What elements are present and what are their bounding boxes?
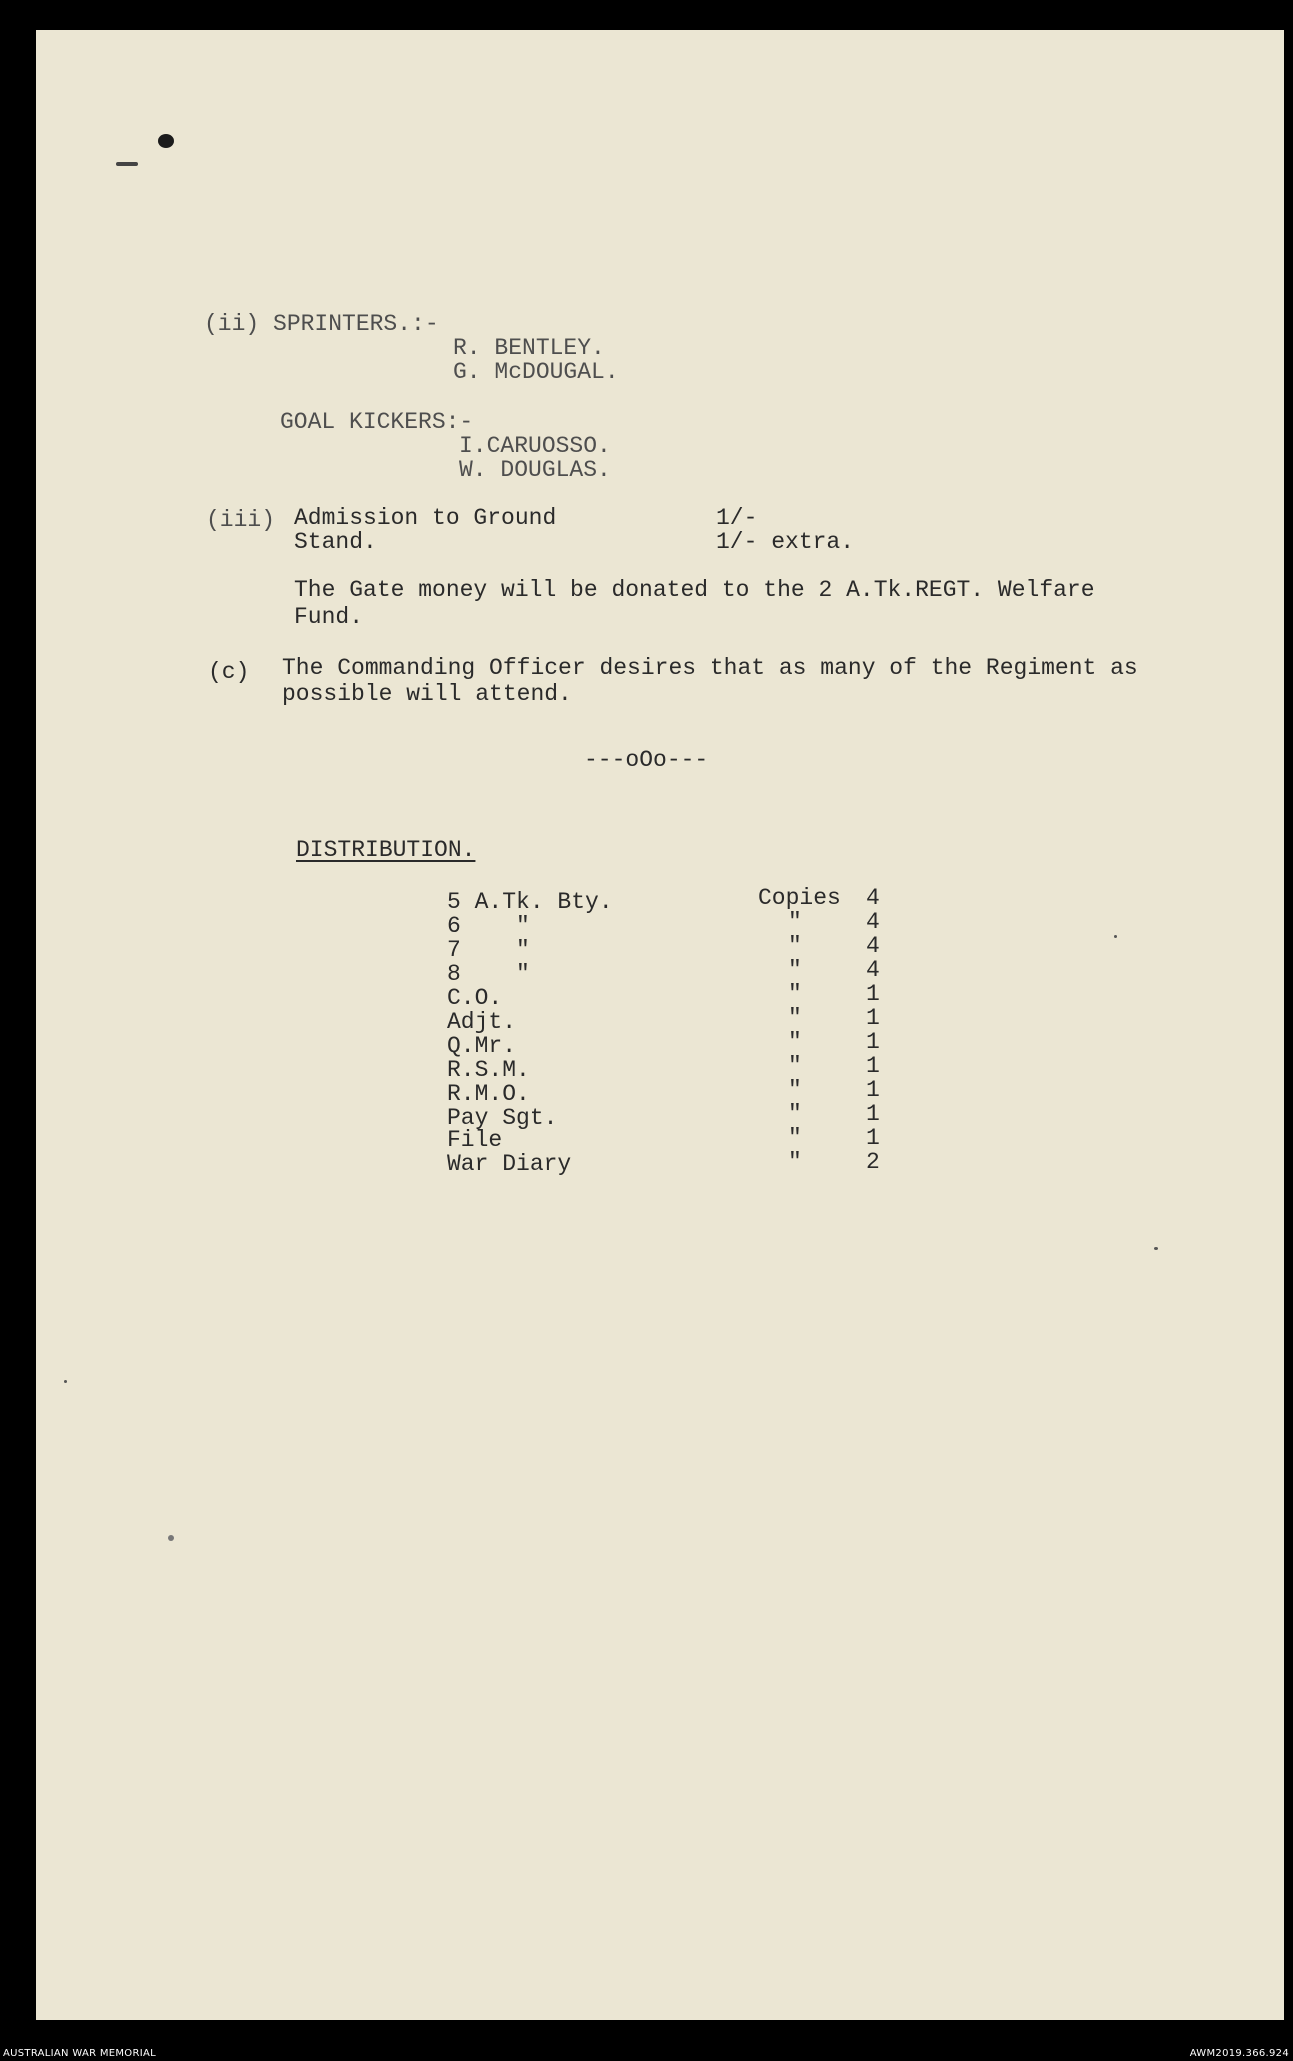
separator: ---oOo---: [584, 747, 709, 773]
distribution-copies: 1: [866, 1077, 880, 1103]
distribution-copies: 4: [866, 933, 880, 959]
admission-price: 1/-: [716, 505, 758, 531]
distribution-marker: ": [788, 957, 802, 983]
distribution-copies: 2: [866, 1149, 880, 1175]
distribution-copies: 1: [866, 1005, 880, 1031]
distribution-copies: 4: [866, 885, 880, 911]
admission-label: Admission to Ground: [294, 505, 557, 531]
distribution-copies: 4: [866, 909, 880, 935]
distribution-marker: ": [788, 933, 802, 959]
distribution-recipient: War Diary: [447, 1151, 572, 1177]
distribution-copies: 1: [866, 1101, 880, 1127]
distribution-recipient: 8 ": [447, 961, 530, 987]
ink-blot: [158, 134, 174, 148]
distribution-recipient: C.O.: [447, 985, 503, 1011]
distribution-heading: DISTRIBUTION.: [296, 837, 476, 863]
admission-price: 1/- extra.: [716, 529, 855, 555]
admission-label: Stand.: [294, 529, 377, 555]
distribution-copies: 1: [866, 1053, 880, 1079]
section-c-text: possible will attend.: [282, 681, 572, 707]
gate-money-note: Fund.: [294, 604, 364, 630]
distribution-copies: 1: [866, 1029, 880, 1055]
distribution-copies: 4: [866, 957, 880, 983]
paper-speck: [64, 1380, 67, 1383]
distribution-copies: 1: [866, 981, 880, 1007]
archive-accession-number: AWM2019.366.924: [1189, 2048, 1289, 2059]
distribution-recipient: Adjt.: [447, 1009, 517, 1035]
distribution-recipient: Pay Sgt.: [447, 1105, 558, 1131]
distribution-recipient: 6 ": [447, 913, 530, 939]
goal-kickers-label: GOAL KICKERS:-: [280, 409, 474, 435]
sprinters-label: (ii) SPRINTERS.:-: [204, 311, 439, 337]
distribution-marker: ": [788, 981, 802, 1007]
admission-marker: (iii): [206, 507, 276, 533]
document-page: [36, 30, 1284, 2020]
distribution-marker: ": [788, 1125, 802, 1151]
paper-speck: [1154, 1247, 1158, 1250]
gate-money-note: The Gate money will be donated to the 2 A.Tk.REGT. Welfare: [294, 577, 1095, 603]
section-c-marker: (c): [208, 659, 250, 685]
paper-speck: [168, 1535, 174, 1541]
distribution-recipient: 7 ": [447, 937, 530, 963]
distribution-recipient: R.S.M.: [447, 1057, 530, 1083]
distribution-marker: ": [788, 1053, 802, 1079]
distribution-copies: 1: [866, 1125, 880, 1151]
goal-kicker-name: I.CARUOSSO.: [459, 433, 611, 459]
distribution-marker: ": [788, 1029, 802, 1055]
sprinter-name: G. McDOUGAL.: [453, 359, 619, 385]
distribution-marker: ": [788, 1005, 802, 1031]
distribution-recipient: R.M.O.: [447, 1081, 530, 1107]
paper-speck: [1114, 935, 1117, 938]
distribution-recipient: 5 A.Tk. Bty.: [447, 889, 613, 915]
distribution-marker: ": [788, 909, 802, 935]
archive-credit: AUSTRALIAN WAR MEMORIAL: [3, 2048, 156, 2059]
distribution-marker: ": [788, 1077, 802, 1103]
section-c-text: The Commanding Officer desires that as many of the Regiment as: [282, 655, 1138, 681]
distribution-marker: ": [788, 1101, 802, 1127]
sprinter-name: R. BENTLEY.: [453, 335, 605, 361]
distribution-marker: ": [788, 1149, 802, 1175]
ink-blot: [116, 162, 138, 166]
distribution-recipient: File: [447, 1127, 503, 1153]
distribution-marker: Copies: [758, 885, 841, 911]
goal-kicker-name: W. DOUGLAS.: [459, 457, 611, 483]
distribution-recipient: Q.Mr.: [447, 1033, 517, 1059]
